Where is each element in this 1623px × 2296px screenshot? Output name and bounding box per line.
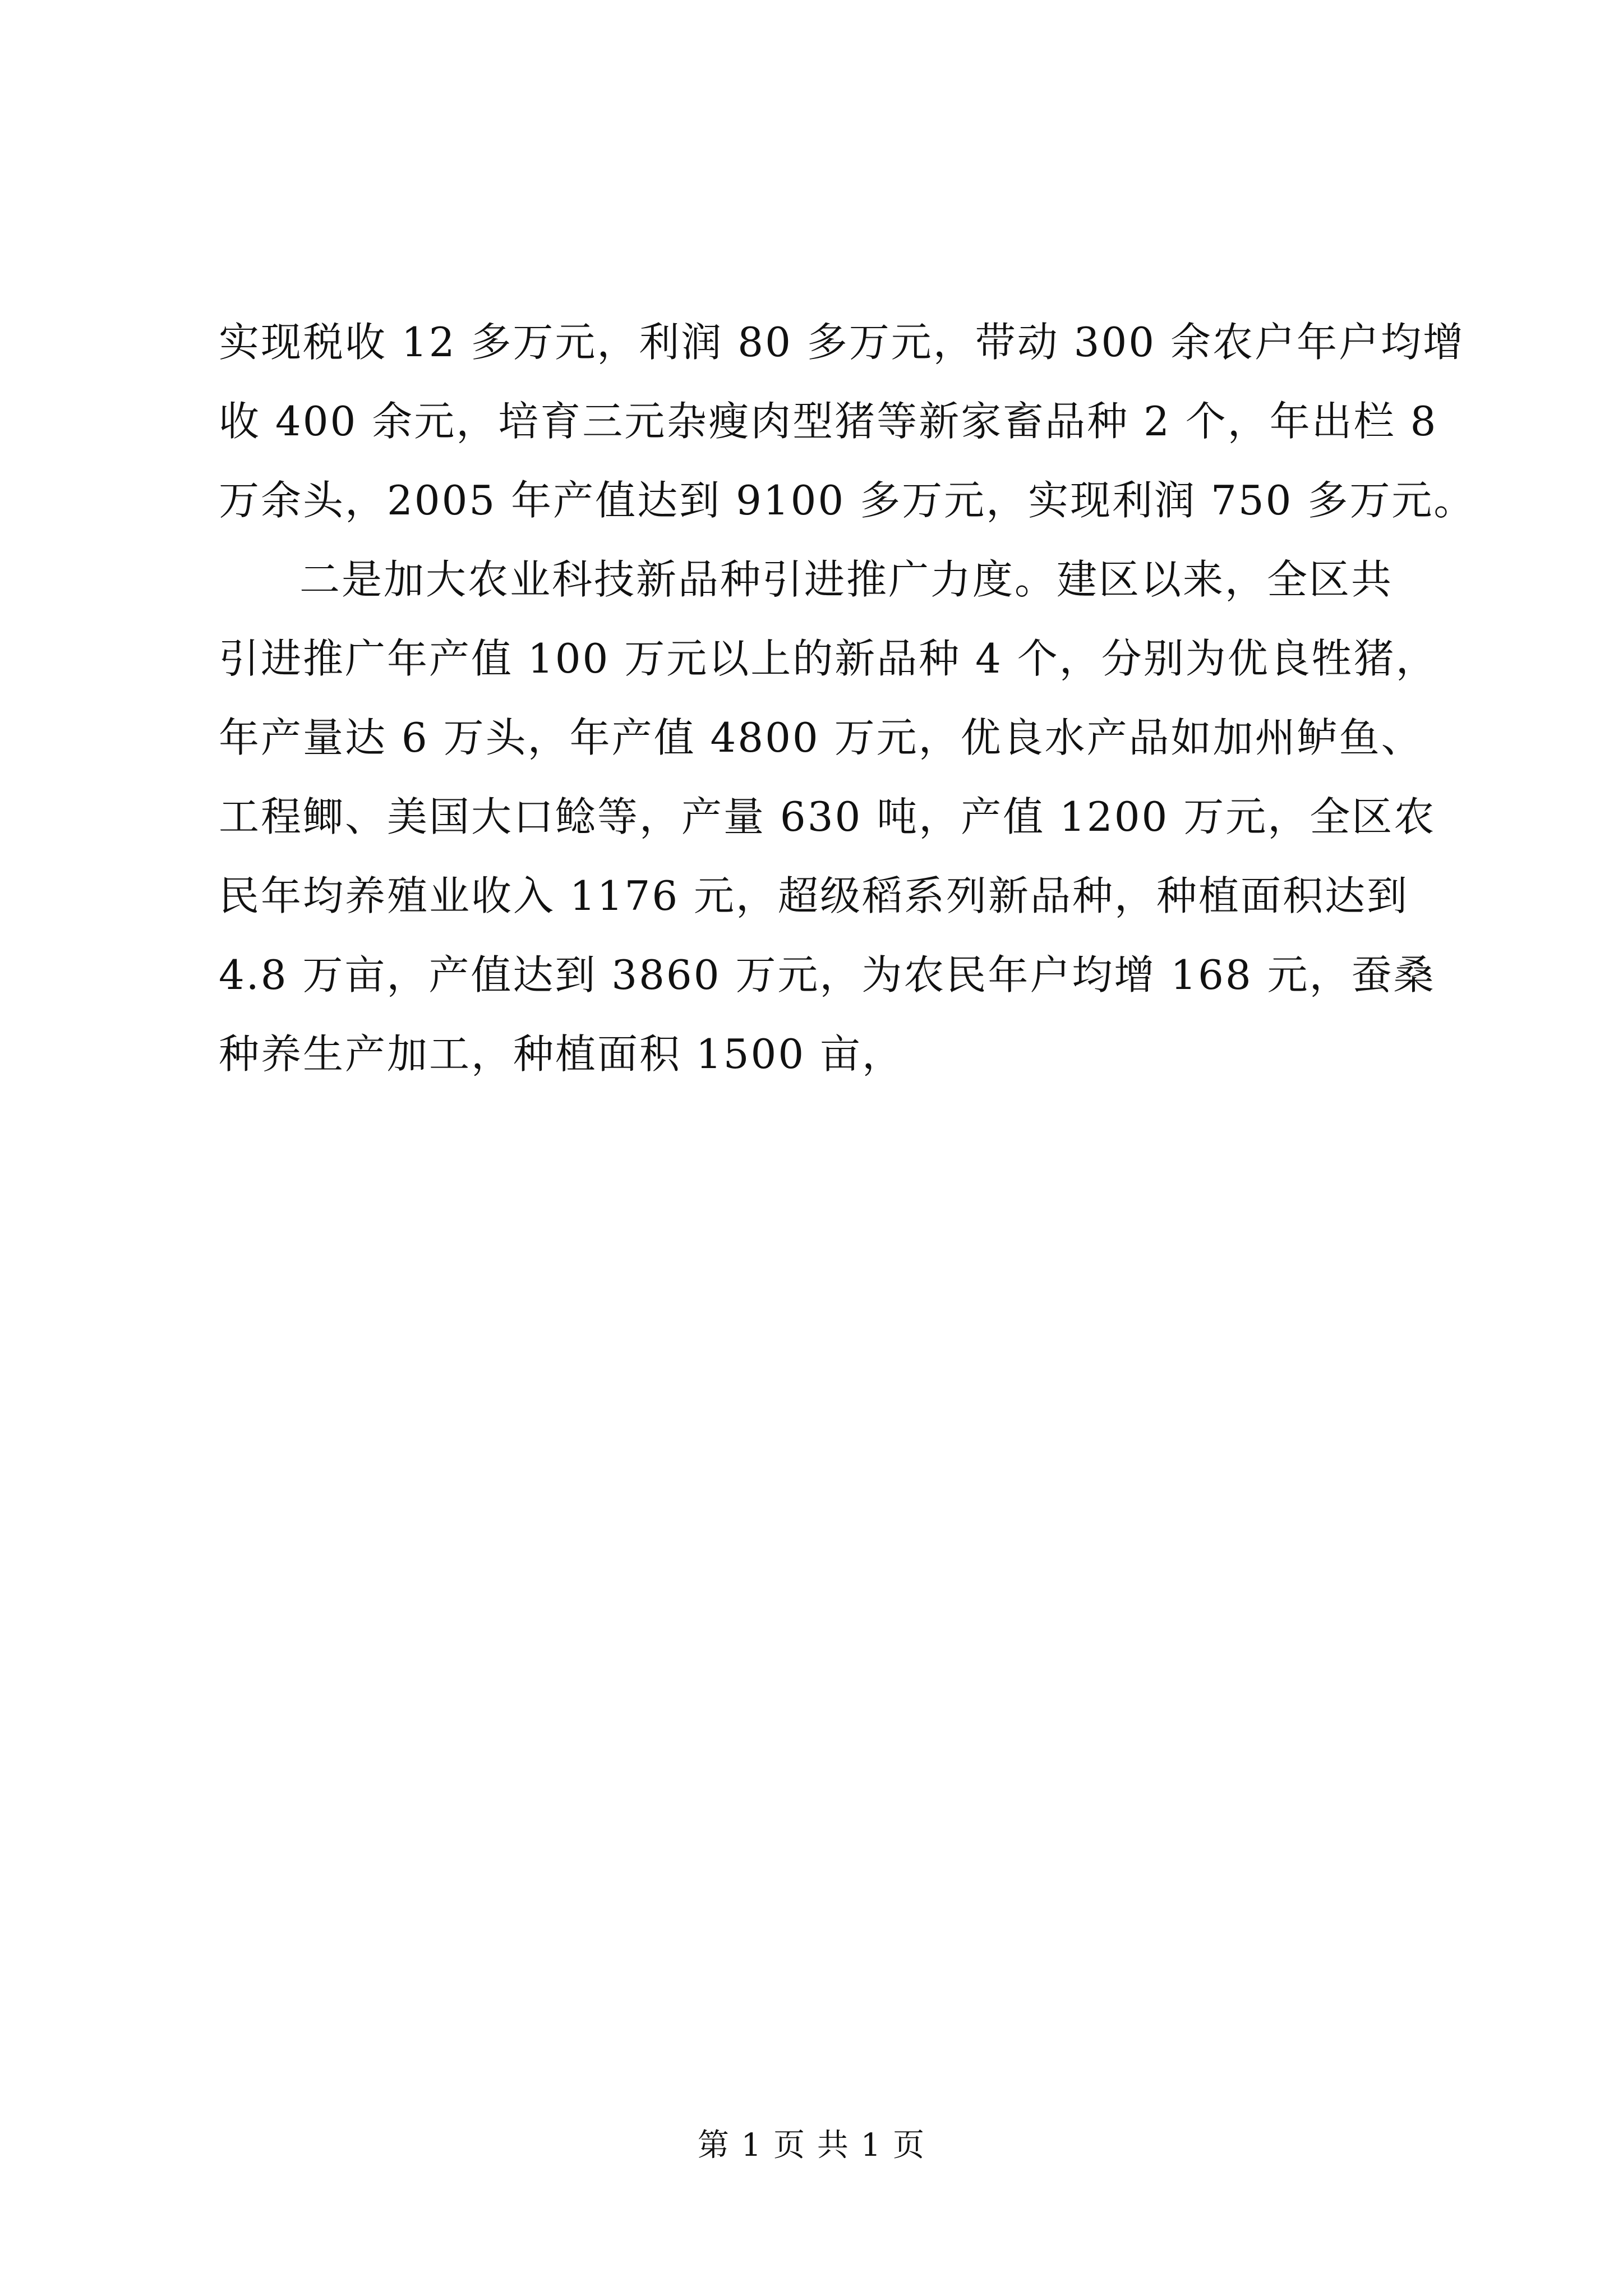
text-line: 种养生产加工，种植面积 1500 亩， (219, 1030, 905, 1078)
document-body (219, 303, 1476, 1094)
text-line: 万余头，2005 年产值达到 9100 多万元，实现利润 750 多万元。 (219, 477, 1476, 524)
paragraph-2 (219, 540, 1438, 1094)
text-line: 二是加大农业科技新品种引进推广力度。建区以来，全区共 (299, 556, 1394, 603)
text-line: 民年均养殖业收入 1176 元，超级稻系列新品种，种植面积达到 (219, 872, 1409, 919)
text-line: 4.8 万亩，产值达到 3860 万元，为农民年户均增 168 元，蚕桑 (219, 951, 1436, 999)
text-line: 年产量达 6 万头，年产值 4800 万元，优良水产品如加州鲈鱼、 (219, 714, 1423, 761)
page-footer (0, 2126, 1623, 2165)
paragraph-1 (219, 303, 1476, 540)
page-number: 第 1 页 共 1 页 (697, 2127, 926, 2164)
text-line: 工程鲫、美国大口鲶等，产量 630 吨，产值 1200 万元，全区农 (219, 793, 1436, 840)
text-line: 收 400 余元，培育三元杂瘦肉型猪等新家畜品种 2 个，年出栏 8 (219, 398, 1438, 445)
text-line: 实现税收 12 多万元，利润 80 多万元，带动 300 余农户年户均增 (219, 319, 1465, 366)
text-line: 引进推广年产值 100 万元以上的新品种 4 个，分别为优良牲猪， (219, 635, 1438, 682)
